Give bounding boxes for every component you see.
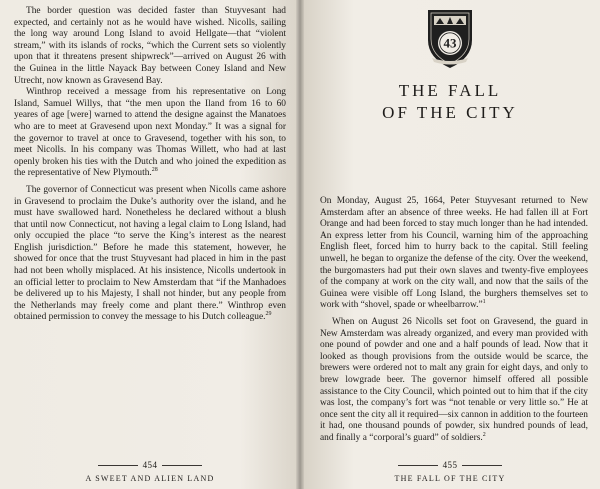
right-paragraph-2-text: When on August 26 Nicolls set foot on Gravesend, the guard in New Amsterdam was already organized, and every man provided with one pound of powder and one and a half pounds of lead. Now that it looked as though provisions from the outside would be scarce, the brewers were ordered not to malt any grain for eight days, and only to brew lowgrade beer. The governor himself offered all possible assistance to the City Council, which pointed out to him that if the city was lost, the company’s fort was “not tenable or very little so.” He at once sent the city all it required—six cannon in addition to the fourteen it had, one thousand pounds of powder, six hundred pounds of lead, and finally a “corporal’s guard” of soldiers. bbox=[320, 316, 588, 443]
footnote-ref: 2 bbox=[482, 431, 486, 438]
right-page-body bbox=[320, 196, 588, 444]
left-paragraph-2 bbox=[14, 87, 286, 180]
footnote-ref: 1 bbox=[482, 299, 486, 306]
chapter-emblem-icon bbox=[423, 6, 477, 70]
left-page-number: 454 bbox=[0, 460, 300, 470]
right-paragraph-1 bbox=[320, 196, 588, 312]
chapter-title bbox=[300, 80, 600, 124]
right-paragraph-1-text: On Monday, August 25, 1664, Peter Stuyvesant returned to New Amsterdam after an absence of three weeks. He had fallen ill at Fort Orange and had been forced to stay much longer than he had intended. An express letter from his Council, warning him of the approaching English fleet, forced him to hurry back to the capital. Still feeling unwell, he began to organize the defense of the city. Over the weekend, the burgomasters had put their own slaves and twenty-five employees of the company at work on the city wall, and now that the sails of the Guinea were visible off Long Island, the burghers themselves set to work with “shovel, spade or wheelbarrow.” bbox=[320, 196, 588, 311]
right-paragraph-2 bbox=[320, 317, 588, 445]
right-page-number: 455 bbox=[300, 460, 600, 470]
left-paragraph-3-text: The governor of Connecticut was present when Nicolls came ashore in Gravesend to proclaim the Duke’s authority over the island, and he must have swallowed hard. Nonetheless he declared without a blush that until now Connecticut, not having a legal claim to Long Island, had only occupied the place “to serve the King’s interest as the nearest English jurisdiction.” Before he made this statement, however, he showed for once that the trust Stuyvesant had placed in him in the past had not been wholly misplaced. At his insistence, Nicolls undertook in an official letter to proclaim to New Amsterdam that “if the Manhadoes be delivered up to his Majesty, I shall not hinder, but any people from the Netherlands may freely come and plant there.” Winthrop even obtained permission to convey the message to his Dutch colleague. bbox=[14, 184, 286, 323]
right-page bbox=[300, 0, 600, 489]
chapter-title-line-2: OF THE CITY bbox=[382, 103, 518, 122]
left-paragraph-1-text: The border question was decided faster than Stuyvesant had expected, and certainly not as he would have wished. Nicolls, sailing the long way around Long Island to avoid Hellgate—that “violent stream,” with its islands of rocks, “which the Current sets so violently upon that it threatens present shipwreck”—arrived on August 26 with the Guinea in the little Nayack Bay between Coney Island and New Utrecht, now known as Gravesend Bay. bbox=[14, 6, 286, 86]
footnote-ref: 29 bbox=[265, 311, 272, 318]
left-page-body bbox=[14, 6, 286, 324]
left-paragraph-3 bbox=[14, 185, 286, 324]
left-paragraph-2-text: Winthrop received a message from his representative on Long Island, Samuel Willys, that “the men upon the Iland from 16 to 60 yeares of age [were] warned to attend the designe against the Manatoes who are to meet at Gravesend upon next Monday.” It was a signal for the governor to travel at once to Gravesend, together with his son, to meet Nicolls. In his company was Thomas Willett, who had at last openly broken his ties with the Dutch and who joined the expedition as the representative of New Plymouth. bbox=[14, 87, 286, 179]
left-paragraph-1 bbox=[14, 6, 286, 87]
footnote-ref: 28 bbox=[151, 167, 158, 174]
book-gutter bbox=[296, 0, 304, 489]
right-running-head: THE FALL OF THE CITY bbox=[394, 474, 506, 483]
chapter-number: 43 bbox=[443, 35, 457, 51]
chapter-title-line-1: THE FALL bbox=[398, 81, 502, 100]
left-running-head: A SWEET AND ALIEN LAND bbox=[85, 474, 215, 483]
